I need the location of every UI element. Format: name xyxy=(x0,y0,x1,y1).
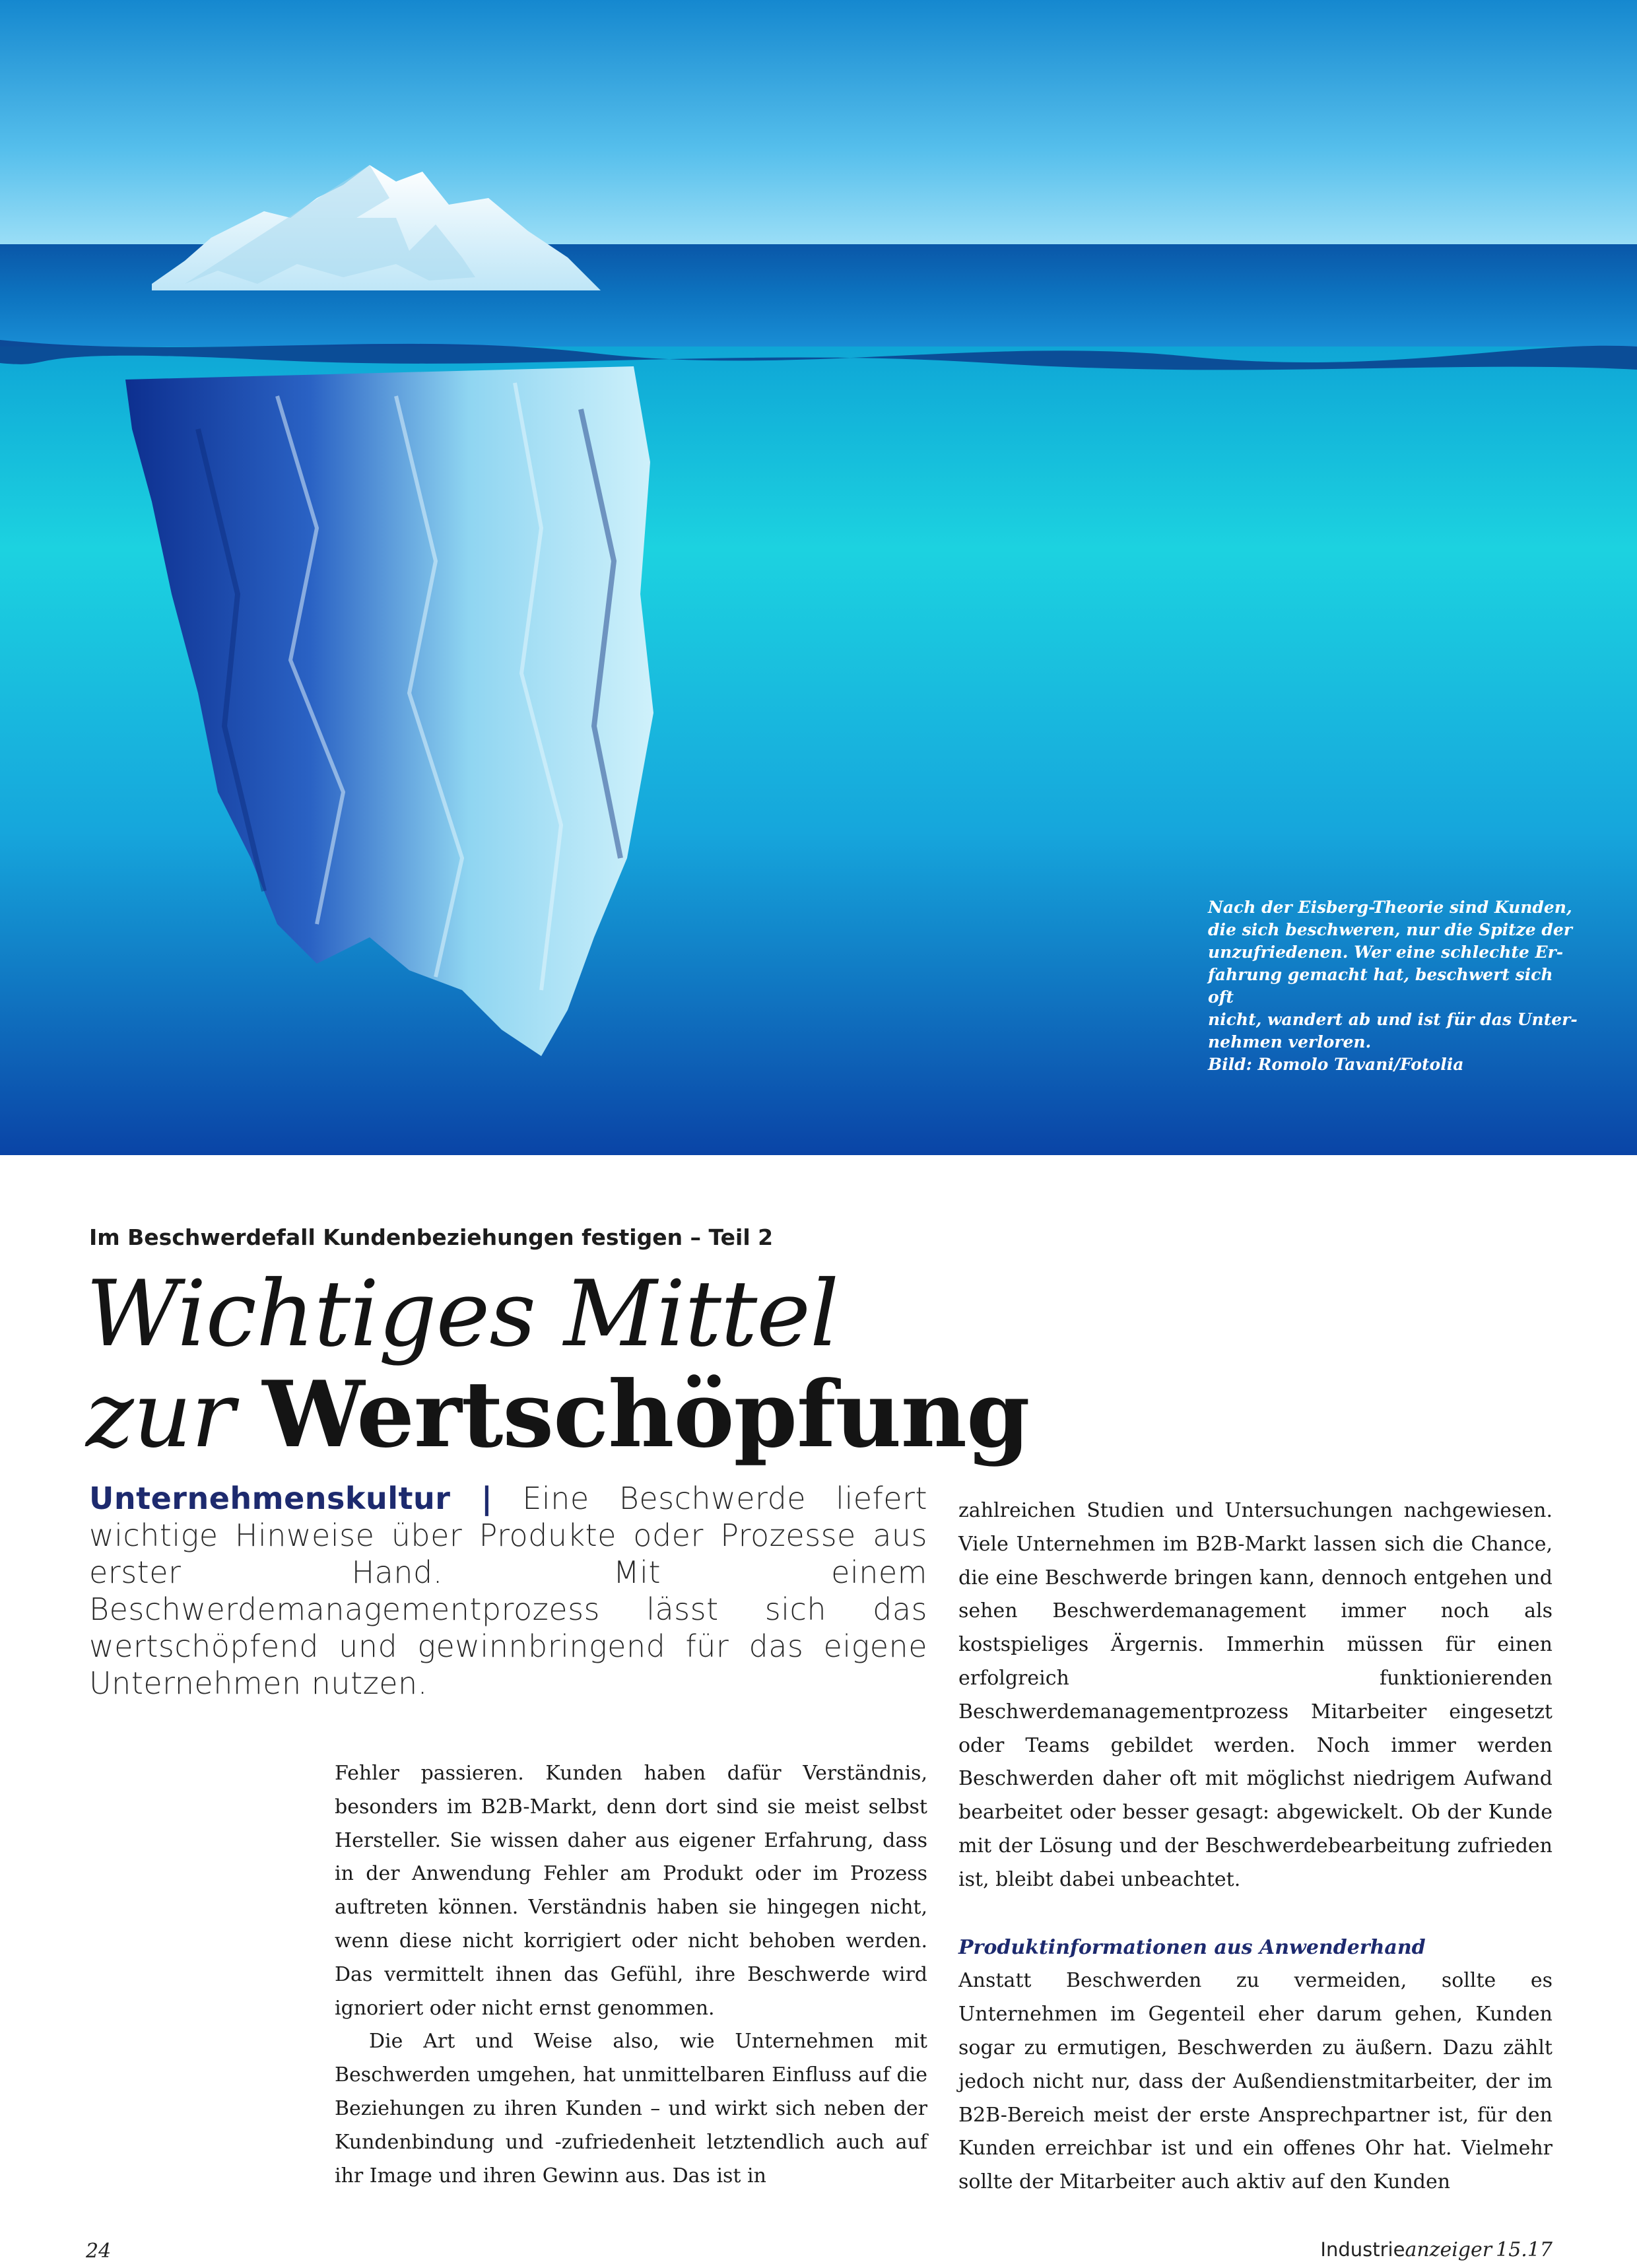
section-subheading: Produktinformationen aus Anwenderhand xyxy=(958,1935,1426,1959)
photo-credit: Bild: Romolo Tavani/Fotolia xyxy=(1208,1055,1464,1074)
lead-rubric: Unternehmenskultur | xyxy=(89,1481,493,1516)
caption-line: die sich beschweren, nur die Spitze der xyxy=(1208,920,1572,939)
headline-bold-word: Wertschöpfung xyxy=(262,1360,1030,1468)
body-column-2 xyxy=(958,1494,1553,2199)
caption-line: nehmen verloren. xyxy=(1208,1032,1372,1051)
headline-line-2 xyxy=(86,1360,1076,1468)
paragraph: zahlreichen Studien und Untersuchungen nachgewiesen. Viele Unternehmen im B2B-Markt lassen sich die Chance, die eine Beschwerde bringen kann, dennoch entgehen und sehen Beschwerdemanagement immer noch als kostspieliges Ärgernis. Immerhin müssen für einen erfolgreich funktionierenden Beschwerdemanagementprozess Mitarbeiter eingesetzt oder Teams gebildet werden. Noch immer werden Beschwerden daher oft mit möglichst niedrigem Aufwand bearbeitet oder besser gesagt: abgewickelt. Ob der Kunde mit der Lösung und der Beschwerdebearbeitung zufrieden ist, bleibt dabei unbeachtet. xyxy=(958,1499,1553,1891)
image-caption xyxy=(1208,896,1578,1076)
article-headline xyxy=(86,1261,1076,1468)
brand-name-part-2: anzeiger xyxy=(1405,2238,1492,2261)
headline-italic-word: zur xyxy=(86,1362,234,1468)
article-lead xyxy=(89,1480,927,1702)
caption-line: nicht, wandert ab und ist für das Unter- xyxy=(1208,1010,1578,1029)
caption-line: fahrung gemacht hat, beschwert sich oft xyxy=(1208,965,1553,1007)
caption-line: unzufriedenen. Wer eine schlechte Er- xyxy=(1208,943,1564,962)
page-number: 24 xyxy=(86,2240,112,2263)
headline-line-1: Wichtiges Mittel xyxy=(86,1261,839,1367)
brand-name-part-1: Industrie xyxy=(1320,2238,1405,2261)
issue-number: 15.17 xyxy=(1496,2238,1553,2261)
lead-text: Eine Beschwerde liefert wichtige Hinweise über Produkte oder Prozesse aus erster Hand. Mit einem Beschwerdemanagementprozess lässt sich das wertschöpfend und gewinnbringend für das eigene Unternehmen nutzen. xyxy=(89,1481,927,1701)
caption-line: Nach der Eisberg-Theorie sind Kunden, xyxy=(1208,898,1572,917)
article-kicker: Im Beschwerdefall Kundenbeziehungen festigen – Teil 2 xyxy=(89,1224,774,1250)
paragraph: Anstatt Beschwerden zu vermeiden, sollte es Unternehmen im Gegenteil eher darum gehen, Kunden sogar zu ermutigen, Beschwerden zu äußern. Dazu zählt jedoch nicht nur, dass der Außendienstmitarbeiter, der im B2B-Bereich meist der erste Ansprechpartner ist, für den Kunden erreichbar ist und ein offenes Ohr hat. Vielmehr sollte der Mitarbeiter auch aktiv auf den Kunden xyxy=(958,1969,1553,2194)
magazine-footer xyxy=(1320,2238,1553,2261)
body-column-1 xyxy=(335,1757,927,2193)
paragraph: Fehler passieren. Kunden haben dafür Verständnis, besonders im B2B-Markt, denn dort sind sie meist selbst Hersteller. Sie wissen daher aus eigener Erfahrung, dass in der Anwendung Fehler am Produkt oder im Prozess auftreten können. Verständnis haben sie hingegen nicht, wenn diese nicht korrigiert oder nicht behoben werden. Das vermittelt ihnen das Gefühl, ihre Beschwerde wird ignoriert oder nicht ernst genommen. xyxy=(335,1762,927,2020)
paragraph: Die Art und Weise also, wie Unternehmen mit Beschwerden umgehen, hat unmittelbaren Einfluss auf die Beziehungen zu ihren Kunden – und wirkt sich neben der Kundenbindung und -zufriedenheit letztendlich auch auf ihr Image und ihren Gewinn aus. Das ist in xyxy=(335,2030,927,2187)
